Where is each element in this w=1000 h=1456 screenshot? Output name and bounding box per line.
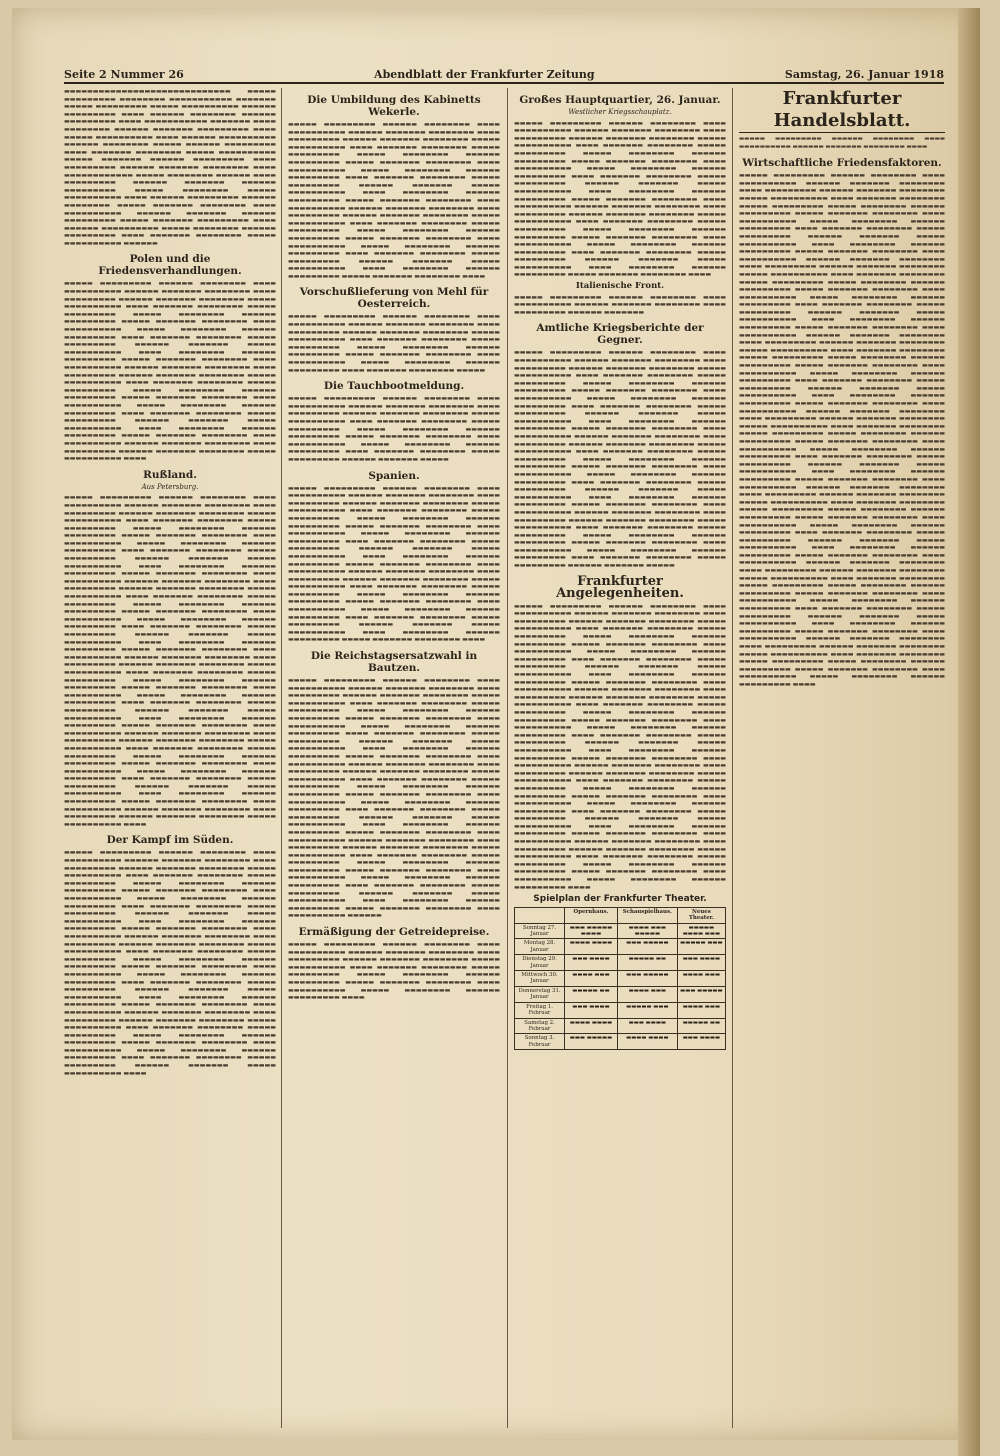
header-page-number: Seite 2 Nummer 26 [64, 67, 184, 81]
header-paper-title: Abendblatt der Frankfurter Zeitung [374, 67, 595, 81]
article-heading: Die Reichstagsersatzwahl in Bautzen. [310, 650, 478, 675]
page-edge [958, 8, 980, 1456]
table-row: Sonntag 27. Januar ▬▬▬ ▬▬▬▬▬ ▬▬▬▬ ▬▬▬▬ ▬▬▬ ▬▬▬▬▬ ▬▬▬▬▬ ▬▬▬▬ ▬▬▬ [515, 923, 726, 939]
table-header: Opernhaus. [565, 907, 618, 923]
article-heading: Amtliche Kriegsberichte der Gegner. [536, 322, 704, 347]
table-row: Samstag 2. Februar ▬▬▬▬ ▬▬▬▬ ▬▬▬ ▬▬▬▬ ▬▬▬▬▬ ▬▬ [515, 1018, 726, 1034]
table-header: Neues Theater. [677, 907, 725, 923]
article-heading: Der Kampf im Süden. [106, 834, 234, 847]
table-row: Freitag 1. Februar ▬▬▬ ▬▬▬▬ ▬▬▬▬▬ ▬▬▬ ▬▬▬▬ ▬▬▬ [515, 1002, 726, 1018]
table-row: Montag 28. Januar ▬▬▬▬ ▬▬▬▬ ▬▬▬ ▬▬▬▬▬ ▬▬▬▬▬ ▬▬▬ [515, 939, 726, 955]
column-4: Frankfurter Handelsblatt. ▬▬▬▬▬ ▬▬▬▬▬▬▬▬▬ ▬▬▬▬▬▬ ▬▬▬▬▬▬▬▬ ▬▬▬▬ ▬▬▬▬▬▬▬▬▬▬ ▬▬▬▬▬▬ ▬▬▬▬▬▬▬ ▬▬▬▬▬▬▬▬ ▬▬▬▬ Wirtschaftliche Friedensfaktoren. ▬▬▬▬▬ ▬▬▬▬▬▬▬▬▬ ▬▬▬▬▬▬ ▬▬▬▬▬▬▬▬ ▬▬▬▬ ▬▬▬▬▬▬▬▬▬▬ ▬▬▬▬▬▬ ▬▬▬▬▬▬▬ ▬▬▬▬▬▬▬▬ ▬▬▬▬ ▬▬▬▬▬▬▬▬▬ ▬▬▬▬▬▬ ▬▬▬▬▬▬▬ ▬▬▬▬▬▬▬▬ ▬▬▬▬▬ ▬▬▬▬▬▬▬▬▬▬ ▬▬▬▬ ▬▬▬▬▬▬▬ ▬▬▬▬▬▬▬▬ ▬▬▬▬▬ ▬▬▬▬▬▬▬▬▬ ▬▬▬▬▬ ▬▬▬▬▬▬▬▬ ▬▬▬▬▬▬ ▬▬▬▬▬▬▬▬▬ ▬▬▬▬▬ ▬▬▬▬▬▬▬ ▬▬▬▬▬▬▬▬ ▬▬▬▬ ▬▬▬▬▬▬▬▬▬▬ ▬▬▬▬▬ ▬▬▬▬▬▬▬▬ ▬▬▬▬▬▬ ▬▬▬▬▬▬▬▬▬ ▬▬▬▬ ▬▬▬▬▬▬▬ ▬▬▬▬▬▬▬▬ ▬▬▬▬▬ ▬▬▬▬▬▬▬▬▬ ▬▬▬▬▬▬ ▬▬▬▬▬▬▬ ▬▬▬▬▬ ▬▬▬▬▬▬▬▬▬▬ ▬▬▬▬ ▬▬▬▬▬▬▬▬ ▬▬▬▬▬▬ ▬▬▬▬▬▬▬▬▬ ▬▬▬▬▬ ▬▬▬▬▬▬▬ ▬▬▬▬▬▬▬▬ ▬▬▬▬ ▬▬▬▬▬▬▬▬▬▬ ▬▬▬▬▬▬ ▬▬▬▬▬▬▬ ▬▬▬▬▬▬▬▬ ▬▬▬▬ ▬▬▬▬▬▬▬▬▬ ▬▬▬▬▬▬ ▬▬▬▬▬▬▬ ▬▬▬▬▬▬▬▬ ▬▬▬▬▬ ▬▬▬▬▬▬▬▬▬▬ ▬▬▬▬ ▬▬▬▬▬▬▬ ▬▬▬▬▬▬▬▬ ▬▬▬▬▬ ▬▬▬▬▬▬▬▬▬ ▬▬▬▬▬ ▬▬▬▬▬▬▬▬ ▬▬▬▬▬▬ ▬▬▬▬▬▬▬▬▬ ▬▬▬▬▬ ▬▬▬▬▬▬▬ ▬▬▬▬▬▬▬▬ ▬▬▬▬ ▬▬▬▬▬▬▬▬▬▬ ▬▬▬▬▬ ▬▬▬▬▬▬▬▬ ▬▬▬▬▬▬ ▬▬▬▬▬▬▬▬▬ ▬▬▬▬ ▬▬▬▬▬▬▬ ▬▬▬▬▬▬▬▬ ▬▬▬▬▬ ▬▬▬▬▬▬▬▬▬ ▬▬▬▬▬▬ ▬▬▬▬▬▬▬ ▬▬▬▬▬ ▬▬▬▬▬▬▬▬▬▬ ▬▬▬▬ ▬▬▬▬▬▬▬▬ ▬▬▬▬▬▬ ▬▬▬▬▬▬▬▬▬ ▬▬▬▬▬ ▬▬▬▬▬▬▬ ▬▬▬▬▬▬▬▬ ▬▬▬▬ ▬▬▬▬▬▬▬▬▬▬ ▬▬▬▬▬▬ ▬▬▬▬▬▬▬ ▬▬▬▬▬▬▬▬ ▬▬▬▬ ▬▬▬▬▬▬▬▬▬ ▬▬▬▬▬▬ ▬▬▬▬▬▬▬ ▬▬▬▬▬▬▬▬ ▬▬▬▬▬ ▬▬▬▬▬▬▬▬▬▬ ▬▬▬▬ ▬▬▬▬▬▬▬ ▬▬▬▬▬▬▬▬ ▬▬▬▬▬ ▬▬▬▬▬▬▬▬▬ ▬▬▬▬▬ ▬▬▬▬▬▬▬▬ ▬▬▬▬▬▬ ▬▬▬▬▬▬▬▬▬ ▬▬▬▬▬ ▬▬▬▬▬▬▬ ▬▬▬▬▬▬▬▬ ▬▬▬▬ ▬▬▬▬▬▬▬▬▬▬ ▬▬▬▬▬ ▬▬▬▬▬▬▬▬ ▬▬▬▬▬▬ ▬▬▬▬▬▬▬▬▬ ▬▬▬▬ ▬▬▬▬▬▬▬ ▬▬▬▬▬▬▬▬ ▬▬▬▬▬ ▬▬▬▬▬▬▬▬▬ ▬▬▬▬▬▬ ▬▬▬▬▬▬▬ ▬▬▬▬▬ ▬▬▬▬▬▬▬▬▬▬ ▬▬▬▬ ▬▬▬▬▬▬▬▬ ▬▬▬▬▬▬ ▬▬▬▬▬▬▬▬▬ ▬▬▬▬▬ ▬▬▬▬▬▬▬ ▬▬▬▬▬▬▬▬ ▬▬▬▬ ▬▬▬▬▬▬▬▬▬▬ ▬▬▬▬▬▬ ▬▬▬▬▬▬▬ ▬▬▬▬▬▬▬▬ ▬▬▬▬ ▬▬▬▬▬▬▬▬▬ ▬▬▬▬▬▬ ▬▬▬▬▬▬▬ ▬▬▬▬▬▬▬▬ ▬▬▬▬▬ ▬▬▬▬▬▬▬▬▬▬ ▬▬▬▬ ▬▬▬▬▬▬▬ ▬▬▬▬▬▬▬▬ ▬▬▬▬▬ ▬▬▬▬▬▬▬▬▬ ▬▬▬▬▬ ▬▬▬▬▬▬▬▬ ▬▬▬▬▬▬ ▬▬▬▬▬▬▬▬▬ ▬▬▬▬▬ ▬▬▬▬▬▬▬ ▬▬▬▬▬▬▬▬ ▬▬▬▬ ▬▬▬▬▬▬▬▬▬▬ ▬▬▬▬▬ ▬▬▬▬▬▬▬▬ ▬▬▬▬▬▬ ▬▬▬▬▬▬▬▬▬ ▬▬▬▬ ▬▬▬▬▬▬▬ ▬▬▬▬▬▬▬▬ ▬▬▬▬▬ ▬▬▬▬▬▬▬▬▬ ▬▬▬▬▬▬ ▬▬▬▬▬▬▬ ▬▬▬▬▬ ▬▬▬▬▬▬▬▬▬▬ ▬▬▬▬ ▬▬▬▬▬▬▬▬ ▬▬▬▬▬▬ ▬▬▬▬▬▬▬▬▬ ▬▬▬▬▬ ▬▬▬▬▬▬▬ ▬▬▬▬▬▬▬▬ ▬▬▬▬ ▬▬▬▬▬▬▬▬▬▬ ▬▬▬▬▬▬ ▬▬▬▬▬▬▬ ▬▬▬▬▬▬▬▬ ▬▬▬▬ ▬▬▬▬▬▬▬▬▬ ▬▬▬▬▬▬ ▬▬▬▬▬▬▬ ▬▬▬▬▬▬▬▬ ▬▬▬▬▬ ▬▬▬▬▬▬▬▬▬▬ ▬▬▬▬ ▬▬▬▬▬▬▬ ▬▬▬▬▬▬▬▬ ▬▬▬▬▬ ▬▬▬▬▬▬▬▬▬ ▬▬▬▬▬ ▬▬▬▬▬▬▬▬ ▬▬▬▬▬▬ ▬▬▬▬▬▬▬▬▬ ▬▬▬▬▬ ▬▬▬▬▬▬▬ ▬▬▬▬▬▬▬▬ ▬▬▬▬ ▬▬▬▬▬▬▬▬▬▬ ▬▬▬▬▬ ▬▬▬▬▬▬▬▬ ▬▬▬▬▬▬ ▬▬▬▬▬▬▬▬▬ ▬▬▬▬ ▬▬▬▬▬▬▬ ▬▬▬▬▬▬▬▬ ▬▬▬▬▬ ▬▬▬▬▬▬▬▬▬ ▬▬▬▬▬▬ ▬▬▬▬▬▬▬ ▬▬▬▬▬ ▬▬▬▬▬▬▬▬▬▬ ▬▬▬▬ ▬▬▬▬▬▬▬▬ ▬▬▬▬▬▬ ▬▬▬▬▬▬▬▬▬ ▬▬▬▬▬ ▬▬▬▬▬▬▬ ▬▬▬▬▬▬▬▬ ▬▬▬▬ ▬▬▬▬▬▬▬▬▬▬ ▬▬▬▬▬▬ ▬▬▬▬▬▬▬ ▬▬▬▬▬▬▬▬ ▬▬▬▬ ▬▬▬▬▬▬▬▬▬ ▬▬▬▬▬▬ ▬▬▬▬▬▬▬ ▬▬▬▬▬▬▬▬ ▬▬▬▬▬ ▬▬▬▬▬▬▬▬▬▬ ▬▬▬▬ ▬▬▬▬▬▬▬ ▬▬▬▬▬▬▬▬ ▬▬▬▬▬ ▬▬▬▬▬▬▬▬▬ ▬▬▬▬▬ ▬▬▬▬▬▬▬▬ ▬▬▬▬▬▬ ▬▬▬▬▬▬▬▬▬ ▬▬▬▬▬ ▬▬▬▬▬▬▬ ▬▬▬▬▬▬▬▬ ▬▬▬▬ ▬▬▬▬▬▬▬▬▬▬ ▬▬▬▬▬ ▬▬▬▬▬▬▬▬ ▬▬▬▬▬▬ ▬▬▬▬▬▬▬▬▬ ▬▬▬▬ ▬▬▬▬▬▬▬ ▬▬▬▬▬▬▬▬ ▬▬▬▬▬ ▬▬▬▬▬▬▬▬▬ ▬▬▬▬▬▬ ▬▬▬▬▬▬▬ ▬▬▬▬▬ ▬▬▬▬▬▬▬▬▬▬ ▬▬▬▬ ▬▬▬▬▬▬▬▬ ▬▬▬▬▬▬ ▬▬▬▬▬▬▬▬▬ ▬▬▬▬▬ ▬▬▬▬▬▬▬ ▬▬▬▬▬▬▬▬ ▬▬▬▬ ▬▬▬▬▬▬▬▬▬▬ ▬▬▬▬▬▬ ▬▬▬▬▬▬▬ ▬▬▬▬▬▬▬▬ ▬▬▬▬ ▬▬▬▬▬▬▬▬▬ ▬▬▬▬▬▬ ▬▬▬▬▬▬▬ ▬▬▬▬▬▬▬▬ ▬▬▬▬▬ ▬▬▬▬▬▬▬▬▬▬ ▬▬▬▬ ▬▬▬▬▬▬▬ ▬▬▬▬▬▬▬▬ ▬▬▬▬▬ ▬▬▬▬▬▬▬▬▬ ▬▬▬▬▬ ▬▬▬▬▬▬▬▬ ▬▬▬▬▬▬ ▬▬▬▬▬▬▬▬▬ ▬▬▬▬▬ ▬▬▬▬▬▬▬ ▬▬▬▬▬▬▬▬ ▬▬▬▬ ▬▬▬▬▬▬▬▬▬▬ ▬▬▬▬▬ ▬▬▬▬▬▬▬▬ ▬▬▬▬▬▬ ▬▬▬▬▬▬▬▬▬ ▬▬▬▬ [739, 88, 945, 688]
table-row: Dienstag 29. Januar ▬▬▬ ▬▬▬▬ ▬▬▬▬▬ ▬▬ ▬▬▬ ▬▬▬▬ [515, 955, 726, 971]
table-row: Sonntag 3. Februar ▬▬▬ ▬▬▬▬▬ ▬▬▬▬ ▬▬▬▬ ▬▬▬ ▬▬▬▬ [515, 1034, 726, 1050]
article-heading: Spanien. [368, 469, 420, 482]
article-heading: Die Tauchbootmeldung. [323, 380, 465, 393]
article-heading: Rußland. [143, 468, 197, 481]
table-row: Donnerstag 31. Januar ▬▬▬▬▬ ▬▬ ▬▬▬▬ ▬▬▬ ▬▬▬ ▬▬▬▬▬ [515, 986, 726, 1002]
table-row: Mittwoch 30. Januar ▬▬▬▬ ▬▬▬ ▬▬▬ ▬▬▬▬▬ ▬▬▬▬ ▬▬▬ [515, 971, 726, 987]
article-subheading: Westlicher Kriegsschauplatz. [568, 108, 672, 116]
table-header: Schauspielhaus. [617, 907, 677, 923]
article-heading: Italienische Front. [575, 281, 665, 292]
article-heading: Wirtschaftliche Friedensfaktoren. [742, 157, 942, 170]
section-masthead: Frankfurter Handelsblatt. [739, 88, 945, 133]
column-1: ▬▬▬▬▬▬▬▬▬▬▬▬▬▬▬▬▬▬▬▬▬▬▬▬▬▬▬▬▬ ▬▬▬▬▬ ▬▬▬▬▬▬▬▬▬ ▬▬▬▬▬▬▬▬ ▬▬▬▬▬▬▬▬▬▬▬ ▬▬▬▬▬▬▬ ▬▬▬▬▬ ▬▬▬▬▬▬▬▬▬ ▬▬▬▬▬ ▬▬▬▬▬▬▬▬▬▬ ▬▬▬▬▬▬ ▬▬▬▬▬▬▬▬▬ ▬▬▬▬ ▬▬▬▬▬▬ ▬▬▬▬▬▬▬▬ ▬▬▬▬▬▬ ▬▬▬▬▬▬▬▬▬ ▬▬▬▬ ▬▬▬▬▬▬▬▬▬▬▬ ▬▬▬▬▬▬▬ ▬▬▬▬ ▬▬▬▬▬▬▬▬ ▬▬▬▬▬▬ ▬▬▬▬▬▬▬ ▬▬▬▬▬▬▬▬▬ ▬▬▬▬ ▬▬▬▬▬ ▬▬▬▬▬▬▬▬▬▬ ▬▬▬▬ ▬▬▬▬▬▬ ▬▬▬▬▬▬▬▬▬▬ ▬▬▬▬▬▬ ▬▬▬▬▬▬▬▬ ▬▬▬▬▬ ▬▬▬▬▬▬ ▬▬▬▬▬▬▬▬▬ ▬▬▬▬ ▬▬▬▬▬▬▬ ▬▬▬▬▬▬▬▬ ▬▬▬▬▬ ▬▬▬▬▬▬▬▬▬▬ ▬▬▬▬▬ ▬▬▬▬▬▬▬ ▬▬▬▬▬▬ ▬▬▬▬▬▬▬▬▬ ▬▬▬▬ ▬▬▬▬▬▬▬▬▬ ▬▬▬▬▬▬ ▬▬▬▬▬▬▬ ▬▬▬▬▬▬▬▬ ▬▬▬▬ ▬▬▬▬▬▬▬▬▬▬▬▬ ▬▬▬▬▬ ▬▬▬▬▬▬▬▬ ▬▬▬▬▬▬ ▬▬▬▬ ▬▬▬▬▬▬▬▬▬ ▬▬▬▬▬▬ ▬▬▬▬▬▬▬ ▬▬▬▬▬▬ ▬▬▬▬▬▬▬▬▬ ▬▬▬▬▬ ▬▬▬▬▬▬▬▬ ▬▬▬▬▬ ▬▬▬▬▬▬▬▬▬▬ ▬▬▬▬ ▬▬▬▬▬▬ ▬▬▬▬▬▬▬▬▬ ▬▬▬▬▬▬ ▬▬▬▬▬▬▬▬ ▬▬▬▬▬ ▬▬▬▬▬▬▬ ▬▬▬▬▬▬▬▬ ▬▬▬▬ ▬▬▬▬▬▬▬▬▬▬ ▬▬▬▬▬▬ ▬▬▬▬▬▬▬ ▬▬▬▬▬▬ ▬▬▬▬▬▬▬▬▬ ▬▬▬▬▬ ▬▬▬▬▬▬▬ ▬▬▬▬▬▬▬▬▬ ▬▬▬▬ ▬▬▬▬▬▬ ▬▬▬▬▬▬▬▬▬▬ ▬▬▬▬▬ ▬▬▬▬▬▬▬▬ ▬▬▬▬▬▬ ▬▬▬▬▬▬▬▬▬ ▬▬▬▬ ▬▬▬▬▬▬▬ ▬▬▬▬▬▬▬▬ ▬▬▬▬▬ ▬▬▬▬▬▬▬▬▬▬ ▬▬▬▬▬▬ Polen und die Friedensverhandlungen. ▬▬▬▬▬ ▬▬▬▬▬▬▬▬▬ ▬▬▬▬▬▬ ▬▬▬▬▬▬▬▬ ▬▬▬▬ ▬▬▬▬▬▬▬▬▬▬ ▬▬▬▬▬▬ ▬▬▬▬▬▬▬ ▬▬▬▬▬▬▬▬ ▬▬▬▬ ▬▬▬▬▬▬▬▬▬ ▬▬▬▬▬▬ ▬▬▬▬▬▬▬ ▬▬▬▬▬▬▬▬ ▬▬▬▬▬ ▬▬▬▬▬▬▬▬▬▬ ▬▬▬▬ ▬▬▬▬▬▬▬ ▬▬▬▬▬▬▬▬ ▬▬▬▬▬ ▬▬▬▬▬▬▬▬▬ ▬▬▬▬▬ ▬▬▬▬▬▬▬▬ ▬▬▬▬▬▬ ▬▬▬▬▬▬▬▬▬ ▬▬▬▬▬ ▬▬▬▬▬▬▬ ▬▬▬▬▬▬▬▬ ▬▬▬▬ ▬▬▬▬▬▬▬▬▬▬ ▬▬▬▬▬ ▬▬▬▬▬▬▬▬ ▬▬▬▬▬▬ ▬▬▬▬▬▬▬▬▬ ▬▬▬▬ ▬▬▬▬▬▬▬ ▬▬▬▬▬▬▬▬ ▬▬▬▬▬ ▬▬▬▬▬▬▬▬▬ ▬▬▬▬▬▬ ▬▬▬▬▬▬▬ ▬▬▬▬▬ ▬▬▬▬▬▬▬▬▬▬ ▬▬▬▬ ▬▬▬▬▬▬▬▬ ▬▬▬▬▬▬ ▬▬▬▬▬▬▬▬▬ ▬▬▬▬▬ ▬▬▬▬▬▬▬ ▬▬▬▬▬▬▬▬ ▬▬▬▬ ▬▬▬▬▬▬▬▬▬▬ ▬▬▬▬▬▬ ▬▬▬▬▬▬▬ ▬▬▬▬▬▬▬▬ ▬▬▬▬ ▬▬▬▬▬▬▬▬▬ ▬▬▬▬▬▬ ▬▬▬▬▬▬▬ ▬▬▬▬▬▬▬▬ ▬▬▬▬▬ ▬▬▬▬▬▬▬▬▬▬ ▬▬▬▬ ▬▬▬▬▬▬▬ ▬▬▬▬▬▬▬▬ ▬▬▬▬▬ ▬▬▬▬▬▬▬▬▬ ▬▬▬▬▬ ▬▬▬▬▬▬▬▬ ▬▬▬▬▬▬ ▬▬▬▬▬▬▬▬▬ ▬▬▬▬▬ ▬▬▬▬▬▬▬ ▬▬▬▬▬▬▬▬ ▬▬▬▬ ▬▬▬▬▬▬▬▬▬▬ ▬▬▬▬▬ ▬▬▬▬▬▬▬▬ ▬▬▬▬▬▬ ▬▬▬▬▬▬▬▬▬ ▬▬▬▬ ▬▬▬▬▬▬▬ ▬▬▬▬▬▬▬▬ ▬▬▬▬▬ ▬▬▬▬▬▬▬▬▬ ▬▬▬▬▬▬ ▬▬▬▬▬▬▬ ▬▬▬▬▬ ▬▬▬▬▬▬▬▬▬▬ ▬▬▬▬ ▬▬▬▬▬▬▬▬ ▬▬▬▬▬▬ ▬▬▬▬▬▬▬▬▬ ▬▬▬▬▬ ▬▬▬▬▬▬▬ ▬▬▬▬▬▬▬▬ ▬▬▬▬ ▬▬▬▬▬▬▬▬▬▬ ▬▬▬▬▬▬ ▬▬▬▬▬▬▬ ▬▬▬▬▬▬▬▬ ▬▬▬▬ ▬▬▬▬▬▬▬▬▬ ▬▬▬▬▬▬ ▬▬▬▬▬▬▬ ▬▬▬▬▬▬▬▬ ▬▬▬▬▬ ▬▬▬▬▬▬▬▬▬▬ ▬▬▬▬ Rußland. Aus Petersburg. ▬▬▬▬▬ ▬▬▬▬▬▬▬▬▬ ▬▬▬▬▬▬ ▬▬▬▬▬▬▬▬ ▬▬▬▬ ▬▬▬▬▬▬▬▬▬▬ ▬▬▬▬▬▬ ▬▬▬▬▬▬▬ ▬▬▬▬▬▬▬▬ ▬▬▬▬ ▬▬▬▬▬▬▬▬▬ ▬▬▬▬▬▬ ▬▬▬▬▬▬▬ ▬▬▬▬▬▬▬▬ ▬▬▬▬▬ ▬▬▬▬▬▬▬▬▬▬ ▬▬▬▬ ▬▬▬▬▬▬▬ ▬▬▬▬▬▬▬▬ ▬▬▬▬▬ ▬▬▬▬▬▬▬▬▬ ▬▬▬▬▬ ▬▬▬▬▬▬▬▬ ▬▬▬▬▬▬ ▬▬▬▬▬▬▬▬▬ ▬▬▬▬▬ ▬▬▬▬▬▬▬ ▬▬▬▬▬▬▬▬ ▬▬▬▬ ▬▬▬▬▬▬▬▬▬▬ ▬▬▬▬▬ ▬▬▬▬▬▬▬▬ ▬▬▬▬▬▬ ▬▬▬▬▬▬▬▬▬ ▬▬▬▬ ▬▬▬▬▬▬▬ ▬▬▬▬▬▬▬▬ ▬▬▬▬▬ ▬▬▬▬▬▬▬▬▬ ▬▬▬▬▬▬ ▬▬▬▬▬▬▬ ▬▬▬▬▬ ▬▬▬▬▬▬▬▬▬▬ ▬▬▬▬ ▬▬▬▬▬▬▬▬ ▬▬▬▬▬▬ ▬▬▬▬▬▬▬▬▬ ▬▬▬▬▬ ▬▬▬▬▬▬▬ ▬▬▬▬▬▬▬▬ ▬▬▬▬ ▬▬▬▬▬▬▬▬▬▬ ▬▬▬▬▬▬ ▬▬▬▬▬▬▬ ▬▬▬▬▬▬▬▬ ▬▬▬▬ ▬▬▬▬▬▬▬▬▬ ▬▬▬▬▬▬ ▬▬▬▬▬▬▬ ▬▬▬▬▬▬▬▬ ▬▬▬▬▬ ▬▬▬▬▬▬▬▬▬▬ ▬▬▬▬ ▬▬▬▬▬▬▬ ▬▬▬▬▬▬▬▬ ▬▬▬▬▬ ▬▬▬▬▬▬▬▬▬ ▬▬▬▬▬ ▬▬▬▬▬▬▬▬ ▬▬▬▬▬▬ ▬▬▬▬▬▬▬▬▬ ▬▬▬▬▬ ▬▬▬▬▬▬▬ ▬▬▬▬▬▬▬▬ ▬▬▬▬ ▬▬▬▬▬▬▬▬▬▬ ▬▬▬▬▬ ▬▬▬▬▬▬▬▬ ▬▬▬▬▬▬ ▬▬▬▬▬▬▬▬▬ ▬▬▬▬ ▬▬▬▬▬▬▬ ▬▬▬▬▬▬▬▬ ▬▬▬▬▬ ▬▬▬▬▬▬▬▬▬ ▬▬▬▬▬▬ ▬▬▬▬▬▬▬ ▬▬▬▬▬ ▬▬▬▬▬▬▬▬▬▬ ▬▬▬▬ ▬▬▬▬▬▬▬▬ ▬▬▬▬▬▬ ▬▬▬▬▬▬▬▬▬ ▬▬▬▬▬ ▬▬▬▬▬▬▬ ▬▬▬▬▬▬▬▬ ▬▬▬▬ ▬▬▬▬▬▬▬▬▬▬ ▬▬▬▬▬▬ ▬▬▬▬▬▬▬ ▬▬▬▬▬▬▬▬ ▬▬▬▬ ▬▬▬▬▬▬▬▬▬ ▬▬▬▬▬▬ ▬▬▬▬▬▬▬ ▬▬▬▬▬▬▬▬ ▬▬▬▬▬ ▬▬▬▬▬▬▬▬▬▬ ▬▬▬▬ ▬▬▬▬▬▬▬ ▬▬▬▬▬▬▬▬ ▬▬▬▬▬ ▬▬▬▬▬▬▬▬▬ ▬▬▬▬▬ ▬▬▬▬▬▬▬▬ ▬▬▬▬▬▬ ▬▬▬▬▬▬▬▬▬ ▬▬▬▬▬ ▬▬▬▬▬▬▬ ▬▬▬▬▬▬▬▬ ▬▬▬▬ ▬▬▬▬▬▬▬▬▬▬ ▬▬▬▬▬ ▬▬▬▬▬▬▬▬ ▬▬▬▬▬▬ ▬▬▬▬▬▬▬▬▬ ▬▬▬▬ ▬▬▬▬▬▬▬ ▬▬▬▬▬▬▬▬ ▬▬▬▬▬ ▬▬▬▬▬▬▬▬▬ ▬▬▬▬▬▬ ▬▬▬▬▬▬▬ ▬▬▬▬▬ ▬▬▬▬▬▬▬▬▬▬ ▬▬▬▬ ▬▬▬▬▬▬▬▬ ▬▬▬▬▬▬ ▬▬▬▬▬▬▬▬▬ ▬▬▬▬▬ ▬▬▬▬▬▬▬ ▬▬▬▬▬▬▬▬ ▬▬▬▬ ▬▬▬▬▬▬▬▬▬▬ ▬▬▬▬▬▬ ▬▬▬▬▬▬▬ ▬▬▬▬▬▬▬▬ ▬▬▬▬ ▬▬▬▬▬▬▬▬▬ ▬▬▬▬▬▬ ▬▬▬▬▬▬▬ ▬▬▬▬▬▬▬▬ ▬▬▬▬▬ ▬▬▬▬▬▬▬▬▬▬ ▬▬▬▬ ▬▬▬▬▬▬▬ ▬▬▬▬▬▬▬▬ ▬▬▬▬▬ ▬▬▬▬▬▬▬▬▬ ▬▬▬▬▬ ▬▬▬▬▬▬▬▬ ▬▬▬▬▬▬ ▬▬▬▬▬▬▬▬▬ ▬▬▬▬▬ ▬▬▬▬▬▬▬ ▬▬▬▬▬▬▬▬ ▬▬▬▬ ▬▬▬▬▬▬▬▬▬▬ ▬▬▬▬▬ ▬▬▬▬▬▬▬▬ ▬▬▬▬▬▬ ▬▬▬▬▬▬▬▬▬ ▬▬▬▬ ▬▬▬▬▬▬▬ ▬▬▬▬▬▬▬▬ ▬▬▬▬▬ ▬▬▬▬▬▬▬▬▬ ▬▬▬▬▬▬ ▬▬▬▬▬▬▬ ▬▬▬▬▬ ▬▬▬▬▬▬▬▬▬▬ ▬▬▬▬ ▬▬▬▬▬▬▬▬ ▬▬▬▬▬▬ ▬▬▬▬▬▬▬▬▬ ▬▬▬▬▬ ▬▬▬▬▬▬▬ ▬▬▬▬▬▬▬▬ ▬▬▬▬ ▬▬▬▬▬▬▬▬▬▬ ▬▬▬▬▬▬ ▬▬▬▬▬▬▬ ▬▬▬▬▬▬▬▬ ▬▬▬▬ ▬▬▬▬▬▬▬▬▬ ▬▬▬▬▬▬ ▬▬▬▬▬▬▬ ▬▬▬▬▬▬▬▬ ▬▬▬▬▬ ▬▬▬▬▬▬▬▬▬▬ ▬▬▬▬ Der Kampf im Süden. ▬▬▬▬▬ ▬▬▬▬▬▬▬▬▬ ▬▬▬▬▬▬ ▬▬▬▬▬▬▬▬ ▬▬▬▬ ▬▬▬▬▬▬▬▬▬▬ ▬▬▬▬▬▬ ▬▬▬▬▬▬▬ ▬▬▬▬▬▬▬▬ ▬▬▬▬ ▬▬▬▬▬▬▬▬▬ ▬▬▬▬▬▬ ▬▬▬▬▬▬▬ ▬▬▬▬▬▬▬▬ ▬▬▬▬▬ ▬▬▬▬▬▬▬▬▬▬ ▬▬▬▬ ▬▬▬▬▬▬▬ ▬▬▬▬▬▬▬▬ ▬▬▬▬▬ ▬▬▬▬▬▬▬▬▬ ▬▬▬▬▬ ▬▬▬▬▬▬▬▬ ▬▬▬▬▬▬ ▬▬▬▬▬▬▬▬▬ ▬▬▬▬▬ ▬▬▬▬▬▬▬ ▬▬▬▬▬▬▬▬ ▬▬▬▬ ▬▬▬▬▬▬▬▬▬▬ ▬▬▬▬▬ ▬▬▬▬▬▬▬▬ ▬▬▬▬▬▬ ▬▬▬▬▬▬▬▬▬ ▬▬▬▬ ▬▬▬▬▬▬▬ ▬▬▬▬▬▬▬▬ ▬▬▬▬▬ ▬▬▬▬▬▬▬▬▬ ▬▬▬▬▬▬ ▬▬▬▬▬▬▬ ▬▬▬▬▬ ▬▬▬▬▬▬▬▬▬▬ ▬▬▬▬ ▬▬▬▬▬▬▬▬ ▬▬▬▬▬▬ ▬▬▬▬▬▬▬▬▬ ▬▬▬▬▬ ▬▬▬▬▬▬▬ ▬▬▬▬▬▬▬▬ ▬▬▬▬ ▬▬▬▬▬▬▬▬▬▬ ▬▬▬▬▬▬ ▬▬▬▬▬▬▬ ▬▬▬▬▬▬▬▬ ▬▬▬▬ ▬▬▬▬▬▬▬▬▬ ▬▬▬▬▬▬ ▬▬▬▬▬▬▬ ▬▬▬▬▬▬▬▬ ▬▬▬▬▬ ▬▬▬▬▬▬▬▬▬▬ ▬▬▬▬ ▬▬▬▬▬▬▬ ▬▬▬▬▬▬▬▬ ▬▬▬▬▬ ▬▬▬▬▬▬▬▬▬ ▬▬▬▬▬ ▬▬▬▬▬▬▬▬ ▬▬▬▬▬▬ ▬▬▬▬▬▬▬▬▬ ▬▬▬▬▬ ▬▬▬▬▬▬▬ ▬▬▬▬▬▬▬▬ ▬▬▬▬ ▬▬▬▬▬▬▬▬▬▬ ▬▬▬▬▬ ▬▬▬▬▬▬▬▬ ▬▬▬▬▬▬ ▬▬▬▬▬▬▬▬▬ ▬▬▬▬ ▬▬▬▬▬▬▬ ▬▬▬▬▬▬▬▬ ▬▬▬▬▬ ▬▬▬▬▬▬▬▬▬ ▬▬▬▬▬▬ ▬▬▬▬▬▬▬ ▬▬▬▬▬ ▬▬▬▬▬▬▬▬▬▬ ▬▬▬▬ ▬▬▬▬▬▬▬▬ ▬▬▬▬▬▬ ▬▬▬▬▬▬▬▬▬ ▬▬▬▬▬ ▬▬▬▬▬▬▬ ▬▬▬▬▬▬▬▬ ▬▬▬▬ ▬▬▬▬▬▬▬▬▬▬ ▬▬▬▬▬▬ ▬▬▬▬▬▬▬ ▬▬▬▬▬▬▬▬ ▬▬▬▬ ▬▬▬▬▬▬▬▬▬ ▬▬▬▬▬▬ ▬▬▬▬▬▬▬ ▬▬▬▬▬▬▬▬ ▬▬▬▬▬ ▬▬▬▬▬▬▬▬▬▬ ▬▬▬▬ ▬▬▬▬▬▬▬ ▬▬▬▬▬▬▬▬ ▬▬▬▬▬ ▬▬▬▬▬▬▬▬▬ ▬▬▬▬▬ ▬▬▬▬▬▬▬▬ ▬▬▬▬▬▬ ▬▬▬▬▬▬▬▬▬ ▬▬▬▬▬ ▬▬▬▬▬▬▬ ▬▬▬▬▬▬▬▬ ▬▬▬▬ ▬▬▬▬▬▬▬▬▬▬ ▬▬▬▬▬ ▬▬▬▬▬▬▬▬ ▬▬▬▬▬▬ ▬▬▬▬▬▬▬▬▬ ▬▬▬▬ ▬▬▬▬▬▬▬ ▬▬▬▬▬▬▬▬ ▬▬▬▬▬ ▬▬▬▬▬▬▬▬▬ ▬▬▬▬▬▬ ▬▬▬▬▬▬▬ ▬▬▬▬▬ ▬▬▬▬▬▬▬▬▬▬ ▬▬▬▬ [64, 88, 276, 1077]
article-heading: Großes Hauptquartier, 26. Januar. [519, 94, 721, 106]
article-heading: Frankfurter Angelegenheiten. [556, 573, 684, 601]
article-subheading: Aus Petersburg. [141, 482, 199, 491]
article-heading: Polen und die Friedensverhandlungen. [98, 253, 242, 278]
column-3: Großes Hauptquartier, 26. Januar. Westlicher Kriegsschauplatz. ▬▬▬▬▬ ▬▬▬▬▬▬▬▬▬ ▬▬▬▬▬▬ ▬▬▬▬▬▬▬▬ ▬▬▬▬ ▬▬▬▬▬▬▬▬▬▬ ▬▬▬▬▬▬ ▬▬▬▬▬▬▬ ▬▬▬▬▬▬▬▬ ▬▬▬▬ ▬▬▬▬▬▬▬▬▬ ▬▬▬▬▬▬ ▬▬▬▬▬▬▬ ▬▬▬▬▬▬▬▬ ▬▬▬▬▬ ▬▬▬▬▬▬▬▬▬▬ ▬▬▬▬ ▬▬▬▬▬▬▬ ▬▬▬▬▬▬▬▬ ▬▬▬▬▬ ▬▬▬▬▬▬▬▬▬ ▬▬▬▬▬ ▬▬▬▬▬▬▬▬ ▬▬▬▬▬▬ ▬▬▬▬▬▬▬▬▬ ▬▬▬▬▬ ▬▬▬▬▬▬▬ ▬▬▬▬▬▬▬▬ ▬▬▬▬ ▬▬▬▬▬▬▬▬▬▬ ▬▬▬▬▬ ▬▬▬▬▬▬▬▬ ▬▬▬▬▬▬ ▬▬▬▬▬▬▬▬▬ ▬▬▬▬ ▬▬▬▬▬▬▬ ▬▬▬▬▬▬▬▬ ▬▬▬▬▬ ▬▬▬▬▬▬▬▬▬ ▬▬▬▬▬▬ ▬▬▬▬▬▬▬ ▬▬▬▬▬ ▬▬▬▬▬▬▬▬▬▬ ▬▬▬▬ ▬▬▬▬▬▬▬▬ ▬▬▬▬▬▬ ▬▬▬▬▬▬▬▬▬ ▬▬▬▬▬ ▬▬▬▬▬▬▬ ▬▬▬▬▬▬▬▬ ▬▬▬▬ ▬▬▬▬▬▬▬▬▬▬ ▬▬▬▬▬▬ ▬▬▬▬▬▬▬ ▬▬▬▬▬▬▬▬ ▬▬▬▬ ▬▬▬▬▬▬▬▬▬ ▬▬▬▬▬▬ ▬▬▬▬▬▬▬ ▬▬▬▬▬▬▬▬ ▬▬▬▬▬ ▬▬▬▬▬▬▬▬▬▬ ▬▬▬▬ ▬▬▬▬▬▬▬ ▬▬▬▬▬▬▬▬ ▬▬▬▬▬ ▬▬▬▬▬▬▬▬▬ ▬▬▬▬▬ ▬▬▬▬▬▬▬▬ ▬▬▬▬▬▬ ▬▬▬▬▬▬▬▬▬ ▬▬▬▬▬ ▬▬▬▬▬▬▬ ▬▬▬▬▬▬▬▬ ▬▬▬▬ ▬▬▬▬▬▬▬▬▬▬ ▬▬▬▬▬ ▬▬▬▬▬▬▬▬ ▬▬▬▬▬▬ ▬▬▬▬▬▬▬▬▬ ▬▬▬▬ ▬▬▬▬▬▬▬ ▬▬▬▬▬▬▬▬ ▬▬▬▬▬ ▬▬▬▬▬▬▬▬▬ ▬▬▬▬▬▬ ▬▬▬▬▬▬▬ ▬▬▬▬▬ ▬▬▬▬▬▬▬▬▬▬ ▬▬▬▬ ▬▬▬▬▬▬▬▬ ▬▬▬▬▬▬ ▬▬▬▬▬▬▬▬▬ ▬▬▬▬▬ ▬▬▬▬▬▬▬ ▬▬▬▬▬▬▬▬ ▬▬▬▬ Italienische Front. ▬▬▬▬▬ ▬▬▬▬▬▬▬▬▬ ▬▬▬▬▬▬ ▬▬▬▬▬▬▬▬ ▬▬▬▬ ▬▬▬▬▬▬▬▬▬▬ ▬▬▬▬▬▬ ▬▬▬▬▬▬▬ ▬▬▬▬▬▬▬▬ ▬▬▬▬ ▬▬▬▬▬▬▬▬▬ ▬▬▬▬▬▬ ▬▬▬▬▬▬▬ Amtliche Kriegsberichte der Gegner. ▬▬▬▬▬ ▬▬▬▬▬▬▬▬▬ ▬▬▬▬▬▬ ▬▬▬▬▬▬▬▬ ▬▬▬▬ ▬▬▬▬▬▬▬▬▬▬ ▬▬▬▬▬▬ ▬▬▬▬▬▬▬ ▬▬▬▬▬▬▬▬ ▬▬▬▬ ▬▬▬▬▬▬▬▬▬ ▬▬▬▬▬▬ ▬▬▬▬▬▬▬ ▬▬▬▬▬▬▬▬ ▬▬▬▬▬ ▬▬▬▬▬▬▬▬▬▬ ▬▬▬▬ ▬▬▬▬▬▬▬ ▬▬▬▬▬▬▬▬ ▬▬▬▬▬ ▬▬▬▬▬▬▬▬▬ ▬▬▬▬▬ ▬▬▬▬▬▬▬▬ ▬▬▬▬▬▬ ▬▬▬▬▬▬▬▬▬ ▬▬▬▬▬ ▬▬▬▬▬▬▬ ▬▬▬▬▬▬▬▬ ▬▬▬▬ ▬▬▬▬▬▬▬▬▬▬ ▬▬▬▬▬ ▬▬▬▬▬▬▬▬ ▬▬▬▬▬▬ ▬▬▬▬▬▬▬▬▬ ▬▬▬▬ ▬▬▬▬▬▬▬ ▬▬▬▬▬▬▬▬ ▬▬▬▬▬ ▬▬▬▬▬▬▬▬▬ ▬▬▬▬▬▬ ▬▬▬▬▬▬▬ ▬▬▬▬▬ ▬▬▬▬▬▬▬▬▬▬ ▬▬▬▬ ▬▬▬▬▬▬▬▬ ▬▬▬▬▬▬ ▬▬▬▬▬▬▬▬▬ ▬▬▬▬▬ ▬▬▬▬▬▬▬ ▬▬▬▬▬▬▬▬ ▬▬▬▬ ▬▬▬▬▬▬▬▬▬▬ ▬▬▬▬▬▬ ▬▬▬▬▬▬▬ ▬▬▬▬▬▬▬▬ ▬▬▬▬ ▬▬▬▬▬▬▬▬▬ ▬▬▬▬▬▬ ▬▬▬▬▬▬▬ ▬▬▬▬▬▬▬▬ ▬▬▬▬▬ ▬▬▬▬▬▬▬▬▬▬ ▬▬▬▬ ▬▬▬▬▬▬▬ ▬▬▬▬▬▬▬▬ ▬▬▬▬▬ ▬▬▬▬▬▬▬▬▬ ▬▬▬▬▬ ▬▬▬▬▬▬▬▬ ▬▬▬▬▬▬ ▬▬▬▬▬▬▬▬▬ ▬▬▬▬▬ ▬▬▬▬▬▬▬ ▬▬▬▬▬▬▬▬ ▬▬▬▬ ▬▬▬▬▬▬▬▬▬▬ ▬▬▬▬▬ ▬▬▬▬▬▬▬▬ ▬▬▬▬▬▬ ▬▬▬▬▬▬▬▬▬ ▬▬▬▬ ▬▬▬▬▬▬▬ ▬▬▬▬▬▬▬▬ ▬▬▬▬▬ ▬▬▬▬▬▬▬▬▬ ▬▬▬▬▬▬ ▬▬▬▬▬▬▬ ▬▬▬▬▬ ▬▬▬▬▬▬▬▬▬▬ ▬▬▬▬ ▬▬▬▬▬▬▬▬ ▬▬▬▬▬▬ ▬▬▬▬▬▬▬▬▬ ▬▬▬▬▬ ▬▬▬▬▬▬▬ ▬▬▬▬▬▬▬▬ ▬▬▬▬ ▬▬▬▬▬▬▬▬▬▬ ▬▬▬▬▬▬ ▬▬▬▬▬▬▬ ▬▬▬▬▬▬▬▬ ▬▬▬▬ ▬▬▬▬▬▬▬▬▬ ▬▬▬▬▬▬ ▬▬▬▬▬▬▬ ▬▬▬▬▬▬▬▬ ▬▬▬▬▬ ▬▬▬▬▬▬▬▬▬▬ ▬▬▬▬ ▬▬▬▬▬▬▬ ▬▬▬▬▬▬▬▬ ▬▬▬▬▬ ▬▬▬▬▬▬▬▬▬ ▬▬▬▬▬ ▬▬▬▬▬▬▬▬ ▬▬▬▬▬▬ ▬▬▬▬▬▬▬▬▬ ▬▬▬▬▬ ▬▬▬▬▬▬▬ ▬▬▬▬▬▬▬▬ ▬▬▬▬ ▬▬▬▬▬▬▬▬▬▬ ▬▬▬▬▬ ▬▬▬▬▬▬▬▬ ▬▬▬▬▬▬ ▬▬▬▬▬▬▬▬▬ ▬▬▬▬ ▬▬▬▬▬▬▬ ▬▬▬▬▬▬▬▬ ▬▬▬▬▬ ▬▬▬▬▬▬▬▬▬ ▬▬▬▬▬▬ ▬▬▬▬▬▬▬ ▬▬▬▬▬ Frankfurter Angelegenheiten. ▬▬▬▬▬ ▬▬▬▬▬▬▬▬▬ ▬▬▬▬▬▬ ▬▬▬▬▬▬▬▬ ▬▬▬▬ ▬▬▬▬▬▬▬▬▬▬ ▬▬▬▬▬▬ ▬▬▬▬▬▬▬ ▬▬▬▬▬▬▬▬ ▬▬▬▬ ▬▬▬▬▬▬▬▬▬ ▬▬▬▬▬▬ ▬▬▬▬▬▬▬ ▬▬▬▬▬▬▬▬ ▬▬▬▬▬ ▬▬▬▬▬▬▬▬▬▬ ▬▬▬▬ ▬▬▬▬▬▬▬ ▬▬▬▬▬▬▬▬ ▬▬▬▬▬ ▬▬▬▬▬▬▬▬▬ ▬▬▬▬▬ ▬▬▬▬▬▬▬▬ ▬▬▬▬▬▬ ▬▬▬▬▬▬▬▬▬ ▬▬▬▬▬ ▬▬▬▬▬▬▬ ▬▬▬▬▬▬▬▬ ▬▬▬▬ ▬▬▬▬▬▬▬▬▬▬ ▬▬▬▬▬ ▬▬▬▬▬▬▬▬ ▬▬▬▬▬▬ ▬▬▬▬▬▬▬▬▬ ▬▬▬▬ ▬▬▬▬▬▬▬ ▬▬▬▬▬▬▬▬ ▬▬▬▬▬ ▬▬▬▬▬▬▬▬▬ ▬▬▬▬▬▬ ▬▬▬▬▬▬▬ ▬▬▬▬▬ ▬▬▬▬▬▬▬▬▬▬ ▬▬▬▬ ▬▬▬▬▬▬▬▬ ▬▬▬▬▬▬ ▬▬▬▬▬▬▬▬▬ ▬▬▬▬▬ ▬▬▬▬▬▬▬ ▬▬▬▬▬▬▬▬ ▬▬▬▬ ▬▬▬▬▬▬▬▬▬▬ ▬▬▬▬▬▬ ▬▬▬▬▬▬▬ ▬▬▬▬▬▬▬▬ ▬▬▬▬ ▬▬▬▬▬▬▬▬▬ ▬▬▬▬▬▬ ▬▬▬▬▬▬▬ ▬▬▬▬▬▬▬▬ ▬▬▬▬▬ ▬▬▬▬▬▬▬▬▬▬ ▬▬▬▬ ▬▬▬▬▬▬▬ ▬▬▬▬▬▬▬▬ ▬▬▬▬▬ ▬▬▬▬▬▬▬▬▬ ▬▬▬▬▬ ▬▬▬▬▬▬▬▬ ▬▬▬▬▬▬ ▬▬▬▬▬▬▬▬▬ ▬▬▬▬▬ ▬▬▬▬▬▬▬ ▬▬▬▬▬▬▬▬ ▬▬▬▬ ▬▬▬▬▬▬▬▬▬▬ ▬▬▬▬▬ ▬▬▬▬▬▬▬▬ ▬▬▬▬▬▬ ▬▬▬▬▬▬▬▬▬ ▬▬▬▬ ▬▬▬▬▬▬▬ ▬▬▬▬▬▬▬▬ ▬▬▬▬▬ ▬▬▬▬▬▬▬▬▬ ▬▬▬▬▬▬ ▬▬▬▬▬▬▬ ▬▬▬▬▬ ▬▬▬▬▬▬▬▬▬▬ ▬▬▬▬ ▬▬▬▬▬▬▬▬ ▬▬▬▬▬▬ ▬▬▬▬▬▬▬▬▬ ▬▬▬▬▬ ▬▬▬▬▬▬▬ ▬▬▬▬▬▬▬▬ ▬▬▬▬ ▬▬▬▬▬▬▬▬▬▬ ▬▬▬▬▬▬ ▬▬▬▬▬▬▬ ▬▬▬▬▬▬▬▬ ▬▬▬▬ ▬▬▬▬▬▬▬▬▬ ▬▬▬▬▬▬ ▬▬▬▬▬▬▬ ▬▬▬▬▬▬▬▬ ▬▬▬▬▬ ▬▬▬▬▬▬▬▬▬▬ ▬▬▬▬ ▬▬▬▬▬▬▬ ▬▬▬▬▬▬▬▬ ▬▬▬▬▬ ▬▬▬▬▬▬▬▬▬ ▬▬▬▬▬ ▬▬▬▬▬▬▬▬ ▬▬▬▬▬▬ ▬▬▬▬▬▬▬▬▬ ▬▬▬▬▬ ▬▬▬▬▬▬▬ ▬▬▬▬▬▬▬▬ ▬▬▬▬ ▬▬▬▬▬▬▬▬▬▬ ▬▬▬▬▬ ▬▬▬▬▬▬▬▬ ▬▬▬▬▬▬ ▬▬▬▬▬▬▬▬▬ ▬▬▬▬ ▬▬▬▬▬▬▬ ▬▬▬▬▬▬▬▬ ▬▬▬▬▬ ▬▬▬▬▬▬▬▬▬ ▬▬▬▬▬▬ ▬▬▬▬▬▬▬ ▬▬▬▬▬ ▬▬▬▬▬▬▬▬▬▬ ▬▬▬▬ ▬▬▬▬▬▬▬▬ ▬▬▬▬▬▬ ▬▬▬▬▬▬▬▬▬ ▬▬▬▬▬ ▬▬▬▬▬▬▬ ▬▬▬▬▬▬▬▬ ▬▬▬▬ ▬▬▬▬▬▬▬▬▬▬ ▬▬▬▬▬▬ ▬▬▬▬▬▬▬ ▬▬▬▬▬▬▬▬ ▬▬▬▬ ▬▬▬▬▬▬▬▬▬ ▬▬▬▬▬▬ ▬▬▬▬▬▬▬ ▬▬▬▬▬▬▬▬ ▬▬▬▬▬ ▬▬▬▬▬▬▬▬▬▬ ▬▬▬▬ ▬▬▬▬▬▬▬ ▬▬▬▬▬▬▬▬ ▬▬▬▬▬ ▬▬▬▬▬▬▬▬▬ ▬▬▬▬▬ ▬▬▬▬▬▬▬▬ ▬▬▬▬▬▬ ▬▬▬▬▬▬▬▬▬ ▬▬▬▬▬ ▬▬▬▬▬▬▬ ▬▬▬▬▬▬▬▬ ▬▬▬▬ ▬▬▬▬▬▬▬▬▬▬ ▬▬▬▬▬ ▬▬▬▬▬▬▬▬ ▬▬▬▬▬▬ ▬▬▬▬▬▬▬▬▬ ▬▬▬▬ Spielplan der Frankfurter Theater. Opernhaus. Schauspielhaus. Neues Theater. Sonntag 27. Januar ▬▬▬ ▬▬▬▬▬ ▬▬▬▬ ▬▬▬▬ ▬▬▬ ▬▬▬▬▬ ▬▬▬▬▬ ▬▬▬▬ ▬▬▬ Montag 28. Januar ▬▬▬▬ ▬▬▬▬ ▬▬▬ ▬▬▬▬▬ ▬▬▬▬▬ ▬▬▬ Dienstag 29. Januar ▬▬▬ ▬▬▬▬ ▬▬▬▬▬ ▬▬ ▬▬▬ ▬▬▬▬ Mittwoch 30. Januar ▬▬▬▬ ▬▬▬ ▬▬▬ ▬▬▬▬▬ ▬▬▬▬ ▬▬▬ Donnerstag 31. Januar ▬▬▬▬▬ ▬▬ ▬▬▬▬ ▬▬▬ ▬▬▬ ▬▬▬▬▬ Freitag 1. Februar ▬▬▬ ▬▬▬▬ ▬▬▬▬▬ ▬▬▬ ▬▬▬▬ ▬▬▬ Samstag 2. Februar ▬▬▬▬ ▬▬▬▬ ▬▬▬ ▬▬▬▬ ▬▬▬▬▬ ▬▬ Sonntag 3. Februar ▬▬▬ ▬▬▬▬▬ ▬▬▬▬ ▬▬▬▬ ▬▬▬ ▬▬▬▬ [514, 88, 726, 1428]
newspaper-page [12, 8, 980, 1440]
article-heading: Vorschußlieferung von Mehl für Oesterreich. [299, 286, 489, 311]
theater-schedule-title: Spielplan der Frankfurter Theater. [533, 894, 707, 905]
header-date: Samstag, 26. Januar 1918 [784, 67, 944, 81]
table-header [515, 907, 565, 923]
column-2: Die Umbildung des Kabinetts Wekerle. ▬▬▬▬▬ ▬▬▬▬▬▬▬▬▬ ▬▬▬▬▬▬ ▬▬▬▬▬▬▬▬ ▬▬▬▬ ▬▬▬▬▬▬▬▬▬▬ ▬▬▬▬▬▬ ▬▬▬▬▬▬▬ ▬▬▬▬▬▬▬▬ ▬▬▬▬ ▬▬▬▬▬▬▬▬▬ ▬▬▬▬▬▬ ▬▬▬▬▬▬▬ ▬▬▬▬▬▬▬▬ ▬▬▬▬▬ ▬▬▬▬▬▬▬▬▬▬ ▬▬▬▬ ▬▬▬▬▬▬▬ ▬▬▬▬▬▬▬▬ ▬▬▬▬▬ ▬▬▬▬▬▬▬▬▬ ▬▬▬▬▬ ▬▬▬▬▬▬▬▬ ▬▬▬▬▬▬ ▬▬▬▬▬▬▬▬▬ ▬▬▬▬▬ ▬▬▬▬▬▬▬ ▬▬▬▬▬▬▬▬ ▬▬▬▬ ▬▬▬▬▬▬▬▬▬▬ ▬▬▬▬▬ ▬▬▬▬▬▬▬▬ ▬▬▬▬▬▬ ▬▬▬▬▬▬▬▬▬ ▬▬▬▬ ▬▬▬▬▬▬▬ ▬▬▬▬▬▬▬▬ ▬▬▬▬▬ ▬▬▬▬▬▬▬▬▬ ▬▬▬▬▬▬ ▬▬▬▬▬▬▬ ▬▬▬▬▬ ▬▬▬▬▬▬▬▬▬▬ ▬▬▬▬ ▬▬▬▬▬▬▬▬ ▬▬▬▬▬▬ ▬▬▬▬▬▬▬▬▬ ▬▬▬▬▬ ▬▬▬▬▬▬▬ ▬▬▬▬▬▬▬▬ ▬▬▬▬ ▬▬▬▬▬▬▬▬▬▬ ▬▬▬▬▬▬ ▬▬▬▬▬▬▬ ▬▬▬▬▬▬▬▬ ▬▬▬▬ ▬▬▬▬▬▬▬▬▬ ▬▬▬▬▬▬ ▬▬▬▬▬▬▬ ▬▬▬▬▬▬▬▬ ▬▬▬▬▬ ▬▬▬▬▬▬▬▬▬▬ ▬▬▬▬ ▬▬▬▬▬▬▬ ▬▬▬▬▬▬▬▬ ▬▬▬▬▬ ▬▬▬▬▬▬▬▬▬ ▬▬▬▬▬ ▬▬▬▬▬▬▬▬ ▬▬▬▬▬▬ ▬▬▬▬▬▬▬▬▬ ▬▬▬▬▬ ▬▬▬▬▬▬▬ ▬▬▬▬▬▬▬▬ ▬▬▬▬ ▬▬▬▬▬▬▬▬▬▬ ▬▬▬▬▬ ▬▬▬▬▬▬▬▬ ▬▬▬▬▬▬ ▬▬▬▬▬▬▬▬▬ ▬▬▬▬ ▬▬▬▬▬▬▬ ▬▬▬▬▬▬▬▬ ▬▬▬▬▬ ▬▬▬▬▬▬▬▬▬ ▬▬▬▬▬▬ ▬▬▬▬▬▬▬ ▬▬▬▬▬ ▬▬▬▬▬▬▬▬▬▬ ▬▬▬▬ ▬▬▬▬▬▬▬▬ ▬▬▬▬▬▬ ▬▬▬▬▬▬▬▬▬ ▬▬▬▬▬ ▬▬▬▬▬▬▬ ▬▬▬▬▬▬▬▬ ▬▬▬▬ Vorschußlieferung von Mehl für Oesterreich. ▬▬▬▬▬ ▬▬▬▬▬▬▬▬▬ ▬▬▬▬▬▬ ▬▬▬▬▬▬▬▬ ▬▬▬▬ ▬▬▬▬▬▬▬▬▬▬ ▬▬▬▬▬▬ ▬▬▬▬▬▬▬ ▬▬▬▬▬▬▬▬ ▬▬▬▬ ▬▬▬▬▬▬▬▬▬ ▬▬▬▬▬▬ ▬▬▬▬▬▬▬ ▬▬▬▬▬▬▬▬ ▬▬▬▬▬ ▬▬▬▬▬▬▬▬▬▬ ▬▬▬▬ ▬▬▬▬▬▬▬ ▬▬▬▬▬▬▬▬ ▬▬▬▬▬ ▬▬▬▬▬▬▬▬▬ ▬▬▬▬▬ ▬▬▬▬▬▬▬▬ ▬▬▬▬▬▬ ▬▬▬▬▬▬▬▬▬ ▬▬▬▬▬ ▬▬▬▬▬▬▬ ▬▬▬▬▬▬▬▬ ▬▬▬▬ ▬▬▬▬▬▬▬▬▬▬ ▬▬▬▬▬ ▬▬▬▬▬▬▬▬ ▬▬▬▬▬▬ ▬▬▬▬▬▬▬▬▬ ▬▬▬▬ ▬▬▬▬▬▬▬ ▬▬▬▬▬▬▬▬ ▬▬▬▬▬ Die Tauchbootmeldung. ▬▬▬▬▬ ▬▬▬▬▬▬▬▬▬ ▬▬▬▬▬▬ ▬▬▬▬▬▬▬▬ ▬▬▬▬ ▬▬▬▬▬▬▬▬▬▬ ▬▬▬▬▬▬ ▬▬▬▬▬▬▬ ▬▬▬▬▬▬▬▬ ▬▬▬▬ ▬▬▬▬▬▬▬▬▬ ▬▬▬▬▬▬ ▬▬▬▬▬▬▬ ▬▬▬▬▬▬▬▬ ▬▬▬▬▬ ▬▬▬▬▬▬▬▬▬▬ ▬▬▬▬ ▬▬▬▬▬▬▬ ▬▬▬▬▬▬▬▬ ▬▬▬▬▬ ▬▬▬▬▬▬▬▬▬ ▬▬▬▬▬ ▬▬▬▬▬▬▬▬ ▬▬▬▬▬▬ ▬▬▬▬▬▬▬▬▬ ▬▬▬▬▬ ▬▬▬▬▬▬▬ ▬▬▬▬▬▬▬▬ ▬▬▬▬ ▬▬▬▬▬▬▬▬▬▬ ▬▬▬▬▬ ▬▬▬▬▬▬▬▬ ▬▬▬▬▬▬ ▬▬▬▬▬▬▬▬▬ ▬▬▬▬ ▬▬▬▬▬▬▬ ▬▬▬▬▬▬▬▬ ▬▬▬▬▬ ▬▬▬▬▬▬▬▬▬ ▬▬▬▬▬▬ ▬▬▬▬▬▬▬ ▬▬▬▬▬ Spanien. ▬▬▬▬▬ ▬▬▬▬▬▬▬▬▬ ▬▬▬▬▬▬ ▬▬▬▬▬▬▬▬ ▬▬▬▬ ▬▬▬▬▬▬▬▬▬▬ ▬▬▬▬▬▬ ▬▬▬▬▬▬▬ ▬▬▬▬▬▬▬▬ ▬▬▬▬ ▬▬▬▬▬▬▬▬▬ ▬▬▬▬▬▬ ▬▬▬▬▬▬▬ ▬▬▬▬▬▬▬▬ ▬▬▬▬▬ ▬▬▬▬▬▬▬▬▬▬ ▬▬▬▬ ▬▬▬▬▬▬▬ ▬▬▬▬▬▬▬▬ ▬▬▬▬▬ ▬▬▬▬▬▬▬▬▬ ▬▬▬▬▬ ▬▬▬▬▬▬▬▬ ▬▬▬▬▬▬ ▬▬▬▬▬▬▬▬▬ ▬▬▬▬▬ ▬▬▬▬▬▬▬ ▬▬▬▬▬▬▬▬ ▬▬▬▬ ▬▬▬▬▬▬▬▬▬▬ ▬▬▬▬▬ ▬▬▬▬▬▬▬▬ ▬▬▬▬▬▬ ▬▬▬▬▬▬▬▬▬ ▬▬▬▬ ▬▬▬▬▬▬▬ ▬▬▬▬▬▬▬▬ ▬▬▬▬▬ ▬▬▬▬▬▬▬▬▬ ▬▬▬▬▬▬ ▬▬▬▬▬▬▬ ▬▬▬▬▬ ▬▬▬▬▬▬▬▬▬▬ ▬▬▬▬ ▬▬▬▬▬▬▬▬ ▬▬▬▬▬▬ ▬▬▬▬▬▬▬▬▬ ▬▬▬▬▬ ▬▬▬▬▬▬▬ ▬▬▬▬▬▬▬▬ ▬▬▬▬ ▬▬▬▬▬▬▬▬▬▬ ▬▬▬▬▬▬ ▬▬▬▬▬▬▬ ▬▬▬▬▬▬▬▬ ▬▬▬▬ ▬▬▬▬▬▬▬▬▬ ▬▬▬▬▬▬ ▬▬▬▬▬▬▬ ▬▬▬▬▬▬▬▬ ▬▬▬▬▬ ▬▬▬▬▬▬▬▬▬▬ ▬▬▬▬ ▬▬▬▬▬▬▬ ▬▬▬▬▬▬▬▬ ▬▬▬▬▬ ▬▬▬▬▬▬▬▬▬ ▬▬▬▬▬ ▬▬▬▬▬▬▬▬ ▬▬▬▬▬▬ ▬▬▬▬▬▬▬▬▬ ▬▬▬▬▬ ▬▬▬▬▬▬▬ ▬▬▬▬▬▬▬▬ ▬▬▬▬ ▬▬▬▬▬▬▬▬▬▬ ▬▬▬▬▬ ▬▬▬▬▬▬▬▬ ▬▬▬▬▬▬ ▬▬▬▬▬▬▬▬▬ ▬▬▬▬ ▬▬▬▬▬▬▬ ▬▬▬▬▬▬▬▬ ▬▬▬▬▬ ▬▬▬▬▬▬▬▬▬ ▬▬▬▬▬▬ ▬▬▬▬▬▬▬ ▬▬▬▬▬ ▬▬▬▬▬▬▬▬▬▬ ▬▬▬▬ ▬▬▬▬▬▬▬▬ ▬▬▬▬▬▬ ▬▬▬▬▬▬▬▬▬ ▬▬▬▬▬ ▬▬▬▬▬▬▬ ▬▬▬▬▬▬▬▬ ▬▬▬▬ Die Reichstagsersatzwahl in Bautzen. ▬▬▬▬▬ ▬▬▬▬▬▬▬▬▬ ▬▬▬▬▬▬ ▬▬▬▬▬▬▬▬ ▬▬▬▬ ▬▬▬▬▬▬▬▬▬▬ ▬▬▬▬▬▬ ▬▬▬▬▬▬▬ ▬▬▬▬▬▬▬▬ ▬▬▬▬ ▬▬▬▬▬▬▬▬▬ ▬▬▬▬▬▬ ▬▬▬▬▬▬▬ ▬▬▬▬▬▬▬▬ ▬▬▬▬▬ ▬▬▬▬▬▬▬▬▬▬ ▬▬▬▬ ▬▬▬▬▬▬▬ ▬▬▬▬▬▬▬▬ ▬▬▬▬▬ ▬▬▬▬▬▬▬▬▬ ▬▬▬▬▬ ▬▬▬▬▬▬▬▬ ▬▬▬▬▬▬ ▬▬▬▬▬▬▬▬▬ ▬▬▬▬▬ ▬▬▬▬▬▬▬ ▬▬▬▬▬▬▬▬ ▬▬▬▬ ▬▬▬▬▬▬▬▬▬▬ ▬▬▬▬▬ ▬▬▬▬▬▬▬▬ ▬▬▬▬▬▬ ▬▬▬▬▬▬▬▬▬ ▬▬▬▬ ▬▬▬▬▬▬▬ ▬▬▬▬▬▬▬▬ ▬▬▬▬▬ ▬▬▬▬▬▬▬▬▬ ▬▬▬▬▬▬ ▬▬▬▬▬▬▬ ▬▬▬▬▬ ▬▬▬▬▬▬▬▬▬▬ ▬▬▬▬ ▬▬▬▬▬▬▬▬ ▬▬▬▬▬▬ ▬▬▬▬▬▬▬▬▬ ▬▬▬▬▬ ▬▬▬▬▬▬▬ ▬▬▬▬▬▬▬▬ ▬▬▬▬ ▬▬▬▬▬▬▬▬▬▬ ▬▬▬▬▬▬ ▬▬▬▬▬▬▬ ▬▬▬▬▬▬▬▬ ▬▬▬▬ ▬▬▬▬▬▬▬▬▬ ▬▬▬▬▬▬ ▬▬▬▬▬▬▬ ▬▬▬▬▬▬▬▬ ▬▬▬▬▬ ▬▬▬▬▬▬▬▬▬▬ ▬▬▬▬ ▬▬▬▬▬▬▬ ▬▬▬▬▬▬▬▬ ▬▬▬▬▬ ▬▬▬▬▬▬▬▬▬ ▬▬▬▬▬ ▬▬▬▬▬▬▬▬ ▬▬▬▬▬▬ ▬▬▬▬▬▬▬▬▬ ▬▬▬▬▬ ▬▬▬▬▬▬▬ ▬▬▬▬▬▬▬▬ ▬▬▬▬ ▬▬▬▬▬▬▬▬▬▬ ▬▬▬▬▬ ▬▬▬▬▬▬▬▬ ▬▬▬▬▬▬ ▬▬▬▬▬▬▬▬▬ ▬▬▬▬ ▬▬▬▬▬▬▬ ▬▬▬▬▬▬▬▬ ▬▬▬▬▬ ▬▬▬▬▬▬▬▬▬ ▬▬▬▬▬▬ ▬▬▬▬▬▬▬ ▬▬▬▬▬ ▬▬▬▬▬▬▬▬▬▬ ▬▬▬▬ ▬▬▬▬▬▬▬▬ ▬▬▬▬▬▬ ▬▬▬▬▬▬▬▬▬ ▬▬▬▬▬ ▬▬▬▬▬▬▬ ▬▬▬▬▬▬▬▬ ▬▬▬▬ ▬▬▬▬▬▬▬▬▬▬ ▬▬▬▬▬▬ ▬▬▬▬▬▬▬ ▬▬▬▬▬▬▬▬ ▬▬▬▬ ▬▬▬▬▬▬▬▬▬ ▬▬▬▬▬▬ ▬▬▬▬▬▬▬ ▬▬▬▬▬▬▬▬ ▬▬▬▬▬ ▬▬▬▬▬▬▬▬▬▬ ▬▬▬▬ ▬▬▬▬▬▬▬ ▬▬▬▬▬▬▬▬ ▬▬▬▬▬ ▬▬▬▬▬▬▬▬▬ ▬▬▬▬▬ ▬▬▬▬▬▬▬▬ ▬▬▬▬▬▬ ▬▬▬▬▬▬▬▬▬ ▬▬▬▬▬ ▬▬▬▬▬▬▬ ▬▬▬▬▬▬▬▬ ▬▬▬▬ ▬▬▬▬▬▬▬▬▬▬ ▬▬▬▬▬ ▬▬▬▬▬▬▬▬ ▬▬▬▬▬▬ ▬▬▬▬▬▬▬▬▬ ▬▬▬▬ ▬▬▬▬▬▬▬ ▬▬▬▬▬▬▬▬ ▬▬▬▬▬ ▬▬▬▬▬▬▬▬▬ ▬▬▬▬▬▬ ▬▬▬▬▬▬▬ ▬▬▬▬▬ ▬▬▬▬▬▬▬▬▬▬ ▬▬▬▬ ▬▬▬▬▬▬▬▬ ▬▬▬▬▬▬ ▬▬▬▬▬▬▬▬▬ ▬▬▬▬▬ ▬▬▬▬▬▬▬ ▬▬▬▬▬▬▬▬ ▬▬▬▬ ▬▬▬▬▬▬▬▬▬▬ ▬▬▬▬▬▬ Ermäßigung der Getreidepreise. ▬▬▬▬▬ ▬▬▬▬▬▬▬▬▬ ▬▬▬▬▬▬ ▬▬▬▬▬▬▬▬ ▬▬▬▬ ▬▬▬▬▬▬▬▬▬▬ ▬▬▬▬▬▬ ▬▬▬▬▬▬▬ ▬▬▬▬▬▬▬▬ ▬▬▬▬ ▬▬▬▬▬▬▬▬▬ ▬▬▬▬▬▬ ▬▬▬▬▬▬▬ ▬▬▬▬▬▬▬▬ ▬▬▬▬▬ ▬▬▬▬▬▬▬▬▬▬ ▬▬▬▬ ▬▬▬▬▬▬▬ ▬▬▬▬▬▬▬▬ ▬▬▬▬▬ ▬▬▬▬▬▬▬▬▬ ▬▬▬▬▬ ▬▬▬▬▬▬▬▬ ▬▬▬▬▬▬ ▬▬▬▬▬▬▬▬▬ ▬▬▬▬▬ ▬▬▬▬▬▬▬ ▬▬▬▬▬▬▬▬ ▬▬▬▬ ▬▬▬▬▬▬▬▬▬▬ ▬▬▬▬▬ ▬▬▬▬▬▬▬▬ ▬▬▬▬▬▬ ▬▬▬▬▬▬▬▬▬ ▬▬▬▬ [288, 94, 500, 1002]
theater-schedule-table [514, 907, 726, 1050]
article-heading: Die Umbildung des Kabinetts Wekerle. [307, 94, 481, 118]
article-heading: Ermäßigung der Getreidepreise. [298, 926, 490, 939]
running-header [64, 66, 944, 84]
